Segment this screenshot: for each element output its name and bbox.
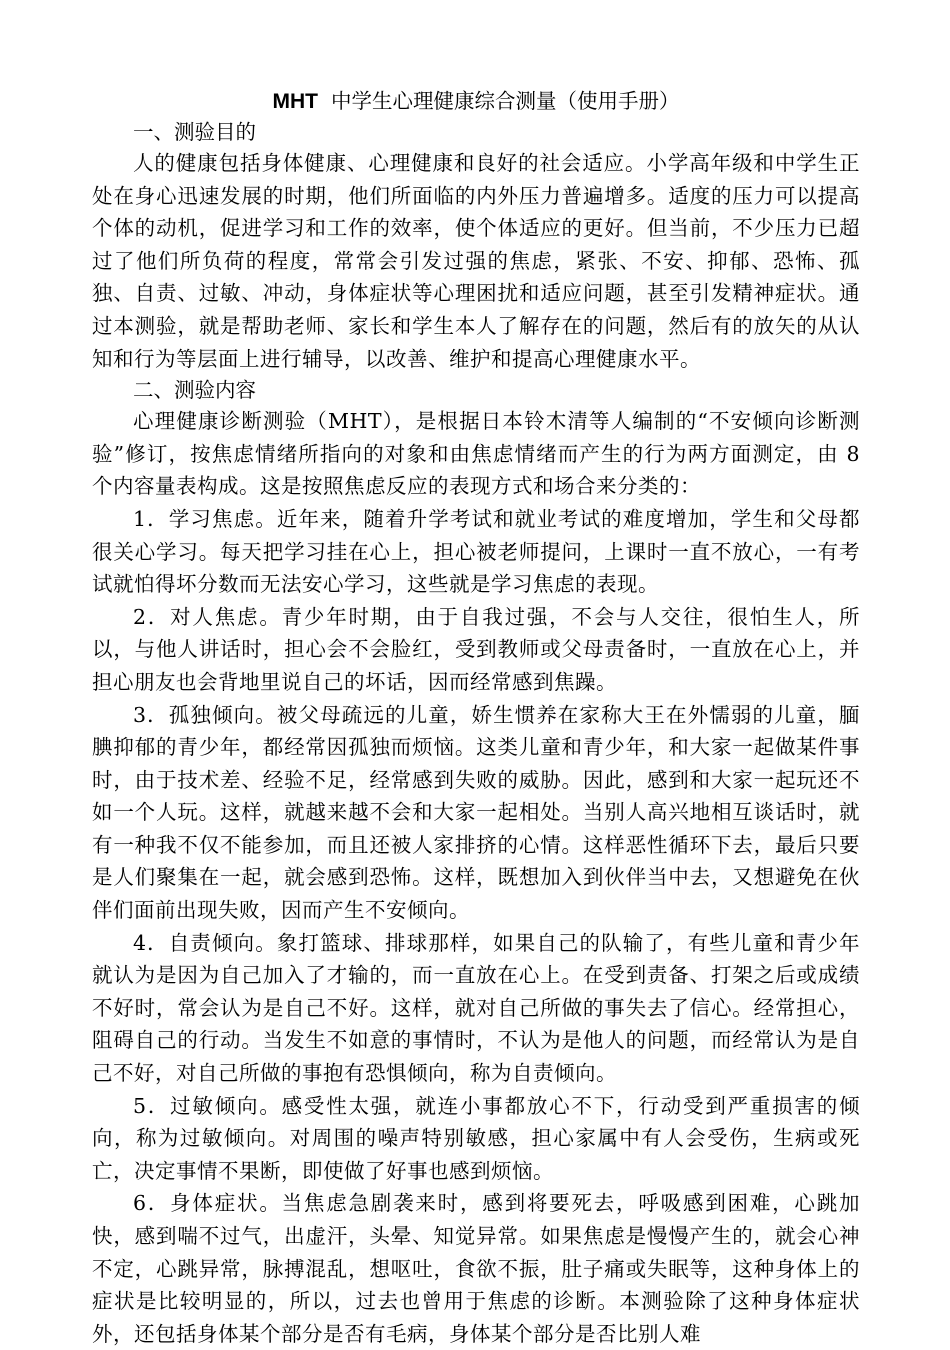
paragraph-item-oversensitivity: 5．过敏倾向。感受性太强，就连小事都放心不下，行动受到严重损害的倾向，称为过敏倾向。对周围的噪声特别敏感，担心家属中有人会受伤，生病或死亡，决定事情不果断，即使做了好事也感到烦恼。 bbox=[92, 1093, 860, 1183]
paragraph-item-physical-symptoms: 6．身体症状。当焦虑急剧袭来时，感到将要死去，呼吸感到困难，心跳加快，感到喘不过气，出虚汗，头晕、知觉异常。如果焦虑是慢慢产生的，就会心神不定，心跳异常，脉搏混乱，想呕吐，食欲不振，肚子痛或失眠等，这种身体上的症状是比较明显的，所以，过去也曾用于焦虑的诊断。本测验除了这种身体症状外，还包括身体某个部分是否有毛病，身体某个部分是否比别人难 bbox=[92, 1191, 860, 1346]
title-prefix: MHT bbox=[272, 90, 318, 113]
paragraph-content-intro: 心理健康诊断测验（MHT），是根据日本铃木清等人编制的“不安倾向诊断测验”修订，按焦虑情绪所指向的对象和由焦虑情绪而产生的行为两方面测定，由 8 个内容量表构成。这是按照焦虑反应的表现方式和场合来分类的： bbox=[92, 409, 860, 499]
section-heading-content: 二、测验内容 bbox=[133, 378, 256, 403]
paragraph-item-study-anxiety: 1．学习焦虑。近年来，随着升学考试和就业考试的难度增加，学生和父母都很关心学习。每天把学习挂在心上，担心被老师提问，上课时一直不放心，一有考试就怕得坏分数而无法安心学习，这些就是学习焦虑的表现。 bbox=[92, 506, 860, 597]
paragraph-purpose: 人的健康包括身体健康、心理健康和良好的社会适应。小学高年级和中学生正处在身心迅速发展的时期，他们所面临的内外压力普遍增多。适度的压力可以提高个体的动机，促进学习和工作的效率，使个体适应的更好。但当前，不少压力已超过了他们所负荷的程度，常常会引发过强的焦虑，紧张、不安、抑郁、恐怖、孤独、自责、过敏、冲动，身体症状等心理困扰和适应问题，甚至引发精神症状。通过本测验，就是帮助老师、家长和学生本人了解存在的问题，然后有的放矢的从认知和行为等层面上进行辅导，以改善、维护和提高心理健康水平。 bbox=[92, 151, 860, 371]
paragraph-item-self-blame: 4．自责倾向。象打篮球、排球那样，如果自己的队输了，有些儿童和青少年就认为是因为自己加入了才输的，而一直放在心上。在受到责备、打架之后或成绩不好时，常会认为是自己不好。这样，就对自己所做的事失去了信心。经常担心，阻碍自己的行动。当发生不如意的事情时，不认为是他人的问题，而经常认为是自己不好，对自己所做的事抱有恐惧倾向，称为自责倾向。 bbox=[92, 930, 860, 1086]
document-page bbox=[92, 86, 860, 1350]
title-text: 中学生心理健康综合测量（使用手册） bbox=[331, 89, 680, 113]
paragraph-item-loneliness: 3．孤独倾向。被父母疏远的儿童，娇生惯养在家称大王在外懦弱的儿童，腼腆抑郁的青少年，都经常因孤独而烦恼。这类儿童和青少年，和大家一起做某件事时，由于技术差、经验不足，经常感到失败的威胁。因此，感到和大家一起玩还不如一个人玩。这样，就越来越不会和大家一起相处。当别人高兴地相互谈话时，就有一种我不仅不能参加，而且还被人家排挤的心情。这样恶性循环下去，最后只要是人们聚集在一起，就会感到恐怖。这样，既想加入到伙伴当中去，又想避免在伙伴们面前出现失败，因而产生不安倾向。 bbox=[92, 702, 860, 923]
document-title bbox=[92, 86, 860, 117]
paragraph-item-social-anxiety: 2．对人焦虑。青少年时期，由于自我过强，不会与人交往，很怕生人，所以，与他人讲话时，担心会不会脸红，受到教师或父母责备时，一直放在心上，并担心朋友也会背地里说自己的坏话，因而经常感到焦躁。 bbox=[92, 604, 860, 694]
section-heading-purpose: 一、测验目的 bbox=[133, 120, 256, 144]
